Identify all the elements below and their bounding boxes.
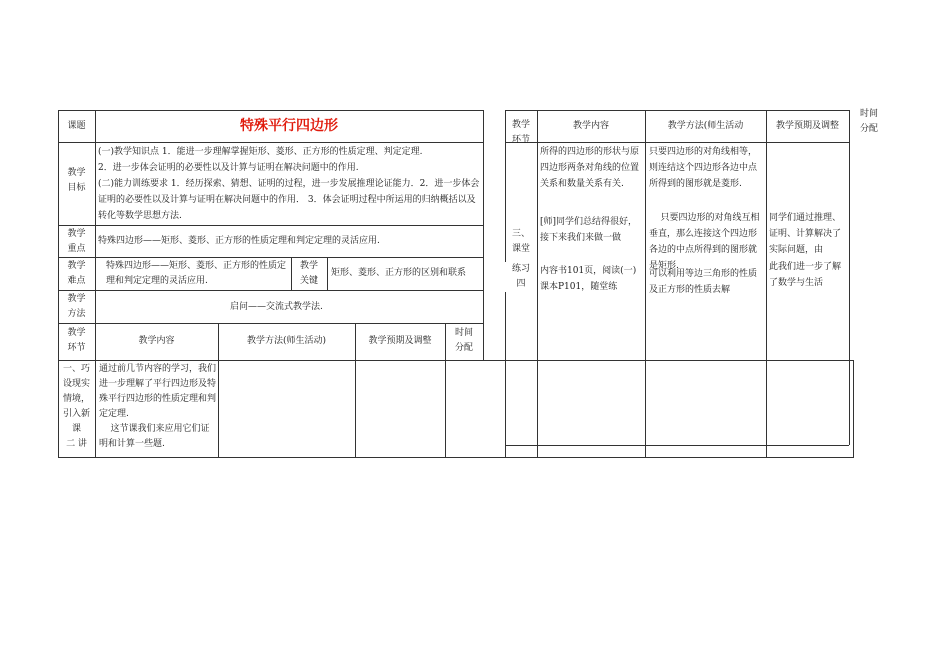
- right-method-c: 可以利用等边三角形的性质及正方形的性质去解: [649, 269, 758, 295]
- right-header-stage: 教学 环节: [511, 120, 530, 145]
- difficulty-text: 特殊四边形——矩形、菱形、正方形的性质定理和判定定理的灵活应用.: [106, 261, 287, 286]
- lesson-title: 特殊平行四边形: [240, 118, 338, 134]
- right-stage-label-2: 练习 四: [505, 262, 537, 292]
- left-header-method: 教学方法(师生活动): [246, 336, 327, 346]
- goals-label: 教学 目标: [67, 168, 86, 193]
- right-header-time: 时间 分配: [859, 109, 878, 134]
- right-method-b: 只要四边形的对角线互相垂直，那么连接这个四边形各边的中点所得到的图形就是矩形.: [649, 213, 760, 271]
- left-header-expect: 教学预期及调整: [368, 336, 432, 346]
- key-text: 特殊四边形——矩形、菱形、正方形的性质定理和判定定理的灵活应用.: [98, 236, 380, 246]
- method-text: 启问——交流式教学法.: [230, 302, 323, 312]
- right-expect-b: 此我们进一步了解了数学与生活: [769, 262, 842, 288]
- right-header-expect: 教学预期及调整: [775, 121, 839, 131]
- crux-label: 教学 关键: [299, 261, 318, 286]
- right-content-b: [师]同学们总结得很好，接下来我们来做一做: [540, 217, 638, 243]
- right-header-method: 教学方法(师生活动: [667, 121, 744, 131]
- goals-text: (一)教学知识点 1．能进一步理解掌握矩形、菱形、正方形的性质定理、判定定理. 2．进一步体会证明的必要性以及计算与证明在解决问题中的作用. (二)能力训练要求 1．经历探索、猜想、证明的过程，进一步发展推理论证能力．2．进一步体会证明的必要性以及计算与证明在解决问题中的作用． 3．体会证明过程中所运用的归纳概括以及转化等数学思想方法.: [98, 147, 480, 221]
- left-row-content: 通过前几节内容的学习，我们进一步理解了平行四边形及特殊平行四边形的性质定理和判定定理. 这节课我们来应用它们证明和计算一些题.: [99, 364, 217, 449]
- topic-label: 课题: [67, 121, 86, 131]
- method-label: 教学 方法: [67, 294, 86, 319]
- right-expect-a: 同学们通过推理、证明、计算解决了实际问题，由: [769, 213, 842, 255]
- right-content-c: 内容书101页，阅读(一)课本P101，随堂练: [540, 266, 637, 292]
- left-header-stage: 教学 环节: [67, 328, 86, 353]
- difficulty-label: 教学 难点: [67, 261, 86, 286]
- left-header-time: 时间 分配: [454, 328, 473, 353]
- right-content-a: 所得的四边形的形状与原四边形两条对角线的位置关系和数量关系有关.: [540, 147, 640, 189]
- right-header-content: 教学内容: [572, 121, 609, 131]
- crux-text: 矩形、菱形、正方形的区别和联系: [331, 268, 467, 278]
- right-method-a: 只要四边形的对角线相等，则连结这个四边形各边中点所得到的图形就是菱形.: [649, 147, 758, 189]
- left-header-content: 教学内容: [138, 336, 175, 346]
- right-stage-label: 三、 课堂: [511, 229, 530, 254]
- key-label: 教学 重点: [67, 229, 86, 254]
- left-row-stage: 一、巧设现实情境，引入新课 二 讲: [62, 364, 90, 449]
